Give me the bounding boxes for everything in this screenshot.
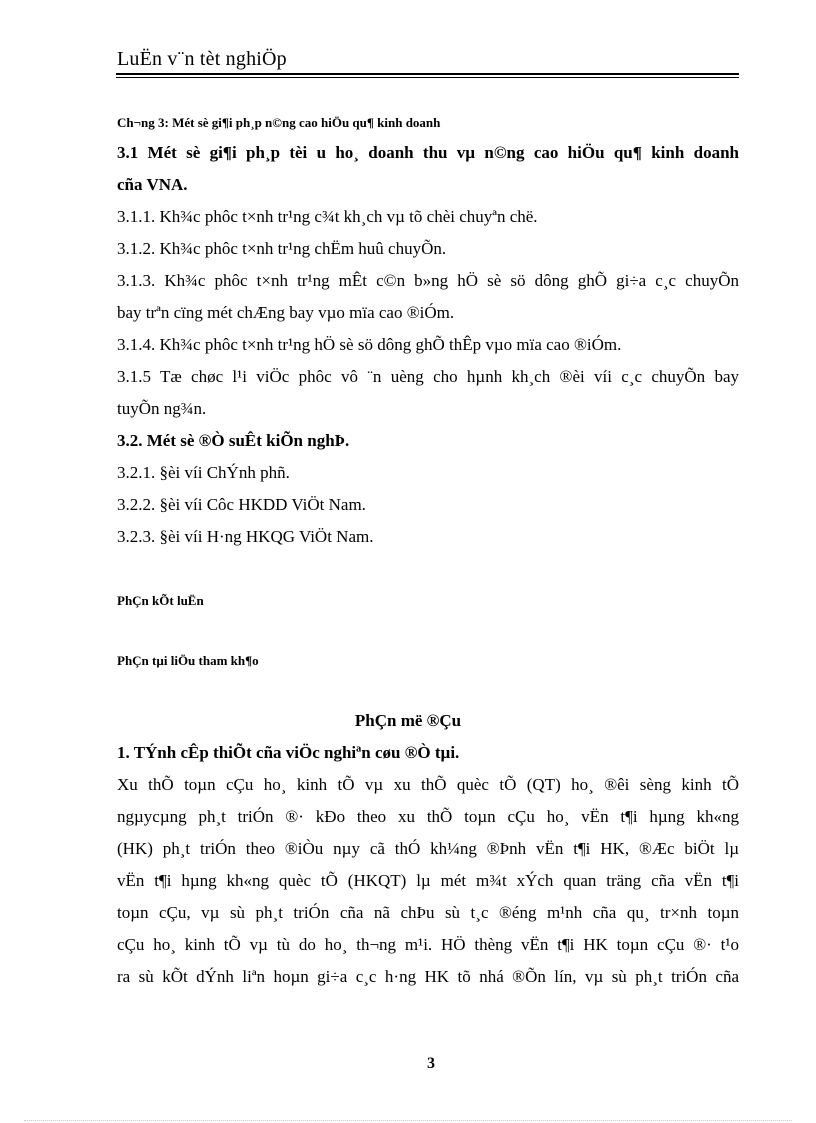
toc-item-3-2-2: 3.2.2. §èi víi Côc HKDD ViÖt Nam. xyxy=(117,495,366,514)
toc-item-3-1-5-cont: tuyÕn ng¾n. xyxy=(117,399,207,418)
toc-item-3-2-3: 3.2.3. §èi víi H·ng HKQG ViÖt Nam. xyxy=(117,527,374,546)
part-title: PhÇn më ®Çu xyxy=(354,711,462,730)
paragraph-line: cÇu ho¸ kinh tÕ vµ tù do ho¸ th¬ng m¹i. HÖ thèng vËn t¶i HK toµn cÇu ®· t¹o xyxy=(117,935,739,954)
toc-item-3-1-1: 3.1.1. Kh¾c phôc t×nh tr¹ng c¾t kh¸ch vµ tõ chèi chuyªn chë. xyxy=(117,207,538,226)
paragraph-line: ra sù kÕt dÝnh liªn hoµn gi÷a c¸c h·ng HK tõ nhá ®Õn lín, vµ sù ph¸t triÓn cña xyxy=(117,967,739,986)
paragraph-line: ngµycµng ph¸t triÓn ®· kÐo theo xu thÕ toµn cÇu ho¸ vËn t¶i hµng kh«ng xyxy=(117,807,739,826)
running-header-title: LuËn v¨n tèt nghiÖp xyxy=(117,48,287,70)
toc-item-3-1-3-cont: bay trªn cïng mét chÆng bay vµo mïa cao ®iÓm. xyxy=(117,303,455,322)
toc-section-3-1: 3.1 Mét sè gi¶i ph¸p tèi u ho¸ doanh thu vµ n©ng cao hiÖu qu¶ kinh doanh xyxy=(117,143,739,162)
page-number: 3 xyxy=(427,1055,435,1072)
toc-item-3-1-2: 3.1.2. Kh¾c phôc t×nh tr¹ng chËm huû chuyÕn. xyxy=(117,239,447,258)
toc-item-3-1-4: 3.1.4. Kh¾c phôc t×nh tr¹ng hÖ sè sö dông ghÕ thÊp vµo mïa cao ®iÓm. xyxy=(117,335,622,354)
toc-item-3-2-1: 3.2.1. §èi víi ChÝnh phñ. xyxy=(117,463,290,482)
toc-chapter-heading: Ch¬ng 3: Mét sè gi¶i ph¸p n©ng cao hiÖu qu¶ kinh doanh xyxy=(117,115,441,130)
paragraph-line: toµn cÇu, vµ sù ph¸t triÓn cña nã chÞu sù t¸c ®éng m¹nh cña qu¸ tr×nh toµn xyxy=(117,903,739,922)
toc-item-3-1-3: 3.1.3. Kh¾c phôc t×nh tr¹ng mÊt c©n b»ng hÖ sè sö dông ghÕ gi÷a c¸c chuyÕn xyxy=(117,271,739,290)
toc-item-3-1-5: 3.1.5 Tæ chøc l¹i viÖc phôc vô ¨n uèng cho hµnh kh¸ch ®èi víi c¸c chuyÕn bay xyxy=(117,367,739,386)
header-rule-thick xyxy=(116,73,739,75)
toc-section-3-1-cont: cña VNA. xyxy=(117,175,188,194)
header-rule-thin xyxy=(116,77,739,78)
paragraph-line: (HK) ph¸t triÓn theo ®iÒu nµy cã thÓ kh¼ng ®Þnh vËn t¶i HK, ®Æc biÖt lµ xyxy=(117,839,739,858)
paragraph-line: vËn t¶i hµng kh«ng quèc tÕ (HKQT) lµ mét m¾t xÝch quan träng cña vËn t¶i xyxy=(117,871,739,890)
toc-conclusion: PhÇn kÕt luËn xyxy=(117,593,204,608)
paragraph-line: Xu thÕ toµn cÇu ho¸ kinh tÕ vµ xu thÕ quèc tÕ (QT) ho¸ ®êi sèng kinh tÕ xyxy=(117,775,739,794)
page-bottom-divider xyxy=(24,1120,792,1121)
toc-section-3-2: 3.2. Mét sè ®Ò suÊt kiÕn nghÞ. xyxy=(117,431,350,450)
section-1-title: 1. TÝnh cÊp thiÕt cña viÖc nghiªn cøu ®Ò tµi. xyxy=(117,743,460,762)
toc-references: PhÇn tµi liÖu tham kh¶o xyxy=(117,653,259,668)
